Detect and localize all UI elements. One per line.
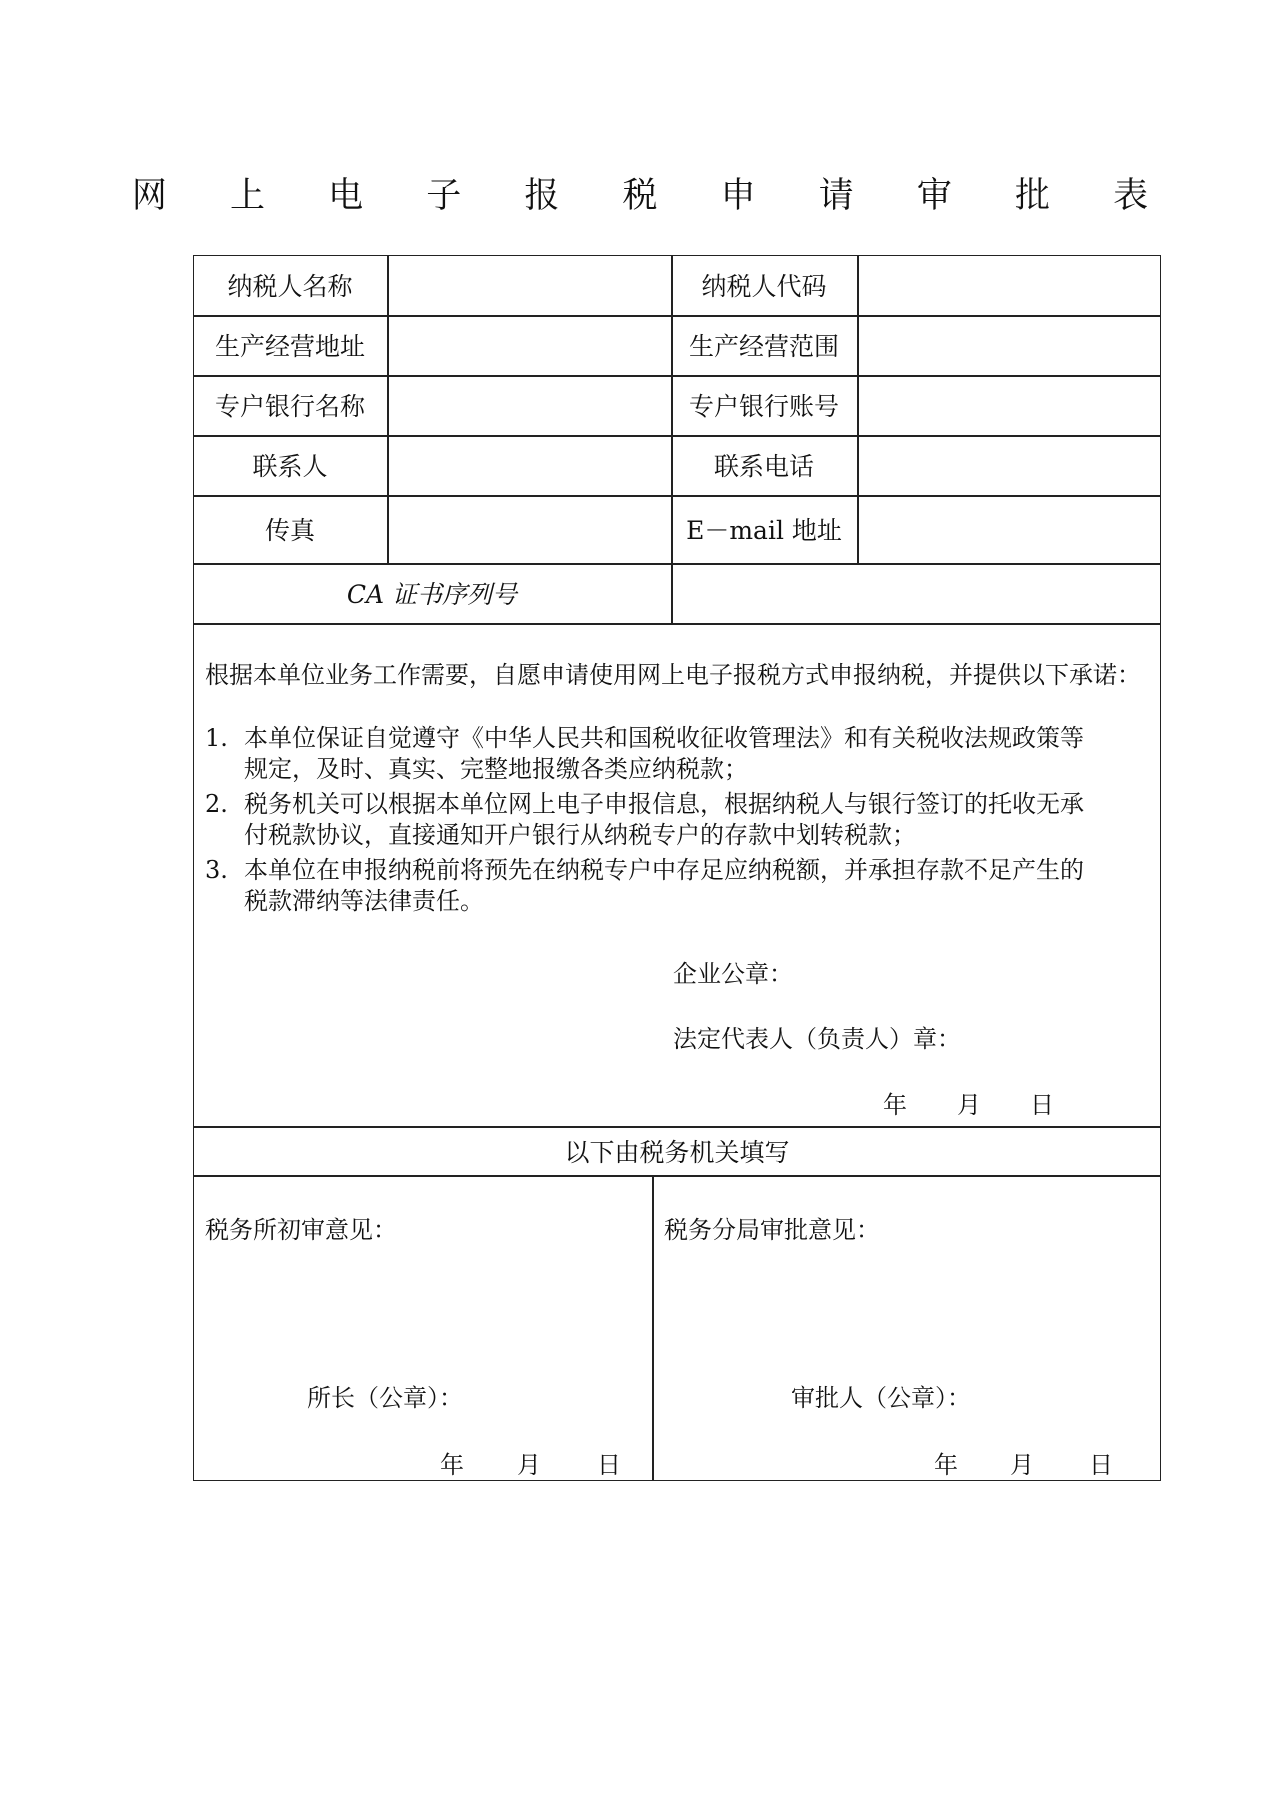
tax-office-header: 以下由税务机关填写 [564,1137,790,1167]
label-fax: 传真 [264,516,315,545]
commitment-item-number: 2. [205,790,228,818]
row-divider [193,1175,1161,1177]
field-ca-serial[interactable] [671,563,1161,623]
field-taxpayer-name[interactable] [387,255,671,315]
commitment-item-text: 税务机关可以根据本单位网上电子申报信息，根据纳税人与银行签订的托收无承 [244,790,1084,818]
date-year: 年 [883,1091,907,1119]
date-month: 月 [957,1091,981,1119]
right-date-day: 日 [1089,1451,1113,1479]
label-ca-serial: CA 证书序列号 [346,580,518,609]
field-contact-person[interactable] [387,435,671,495]
page-title: 网 上 电 子 报 税 申 请 审 批 表 [131,176,1175,216]
commitment-item-text: 规定，及时、真实、完整地报缴各类应纳税款； [244,755,748,783]
field-business-scope[interactable] [857,315,1161,375]
label-bank-account: 专户银行账号 [688,392,839,421]
label-contact-phone: 联系电话 [713,452,814,481]
left-date-day: 日 [597,1451,621,1479]
commitment-item-number: 1. [205,724,228,752]
label-contact-person: 联系人 [252,452,328,481]
station-director-seal-label: 所长（公章）： [307,1384,463,1412]
left-date-month: 月 [517,1451,541,1479]
left-date-year: 年 [440,1451,464,1479]
approver-seal-label: 审批人（公章）： [791,1384,971,1412]
field-bank-account[interactable] [857,375,1161,435]
commitment-item-text: 本单位在申报纳税前将预先在纳税专户中存足应纳税额，并承担存款不足产生的 [244,856,1084,884]
commitment-item-text: 税款滞纳等法律责任。 [244,887,484,915]
tax-branch-approval-label: 税务分局审批意见： [664,1216,880,1244]
field-contact-phone[interactable] [857,435,1161,495]
company-seal-label: 企业公章： [673,960,793,988]
commitment-item-number: 3. [205,856,228,884]
label-bank-name: 专户银行名称 [214,392,365,421]
tax-station-opinion-label: 税务所初审意见： [205,1216,397,1244]
label-business-scope: 生产经营范围 [688,332,839,361]
field-fax[interactable] [387,495,671,563]
row-divider [193,623,1161,625]
col-divider [652,1175,654,1481]
label-taxpayer-name: 纳税人名称 [227,272,353,301]
commitment-item-text: 付税款协议，直接通知开户银行从纳税专户的存款中划转税款； [244,821,916,849]
commitment-item-text: 本单位保证自觉遵守《中华人民共和国税收征收管理法》和有关税收法规政策等 [244,724,1084,752]
commitment-intro: 根据本单位业务工作需要，自愿申请使用网上电子报税方式申报纳税，并提供以下承诺： [205,661,1141,689]
label-business-address: 生产经营地址 [214,332,365,361]
field-bank-name[interactable] [387,375,671,435]
legal-rep-seal-label: 法定代表人（负责人）章： [673,1025,961,1053]
date-day: 日 [1030,1091,1054,1119]
label-taxpayer-code: 纳税人代码 [701,272,827,301]
field-business-address[interactable] [387,315,671,375]
right-date-month: 月 [1010,1451,1034,1479]
field-taxpayer-code[interactable] [857,255,1161,315]
field-email[interactable] [857,495,1161,563]
right-date-year: 年 [934,1451,958,1479]
label-email: E－mail 地址 [686,516,842,545]
